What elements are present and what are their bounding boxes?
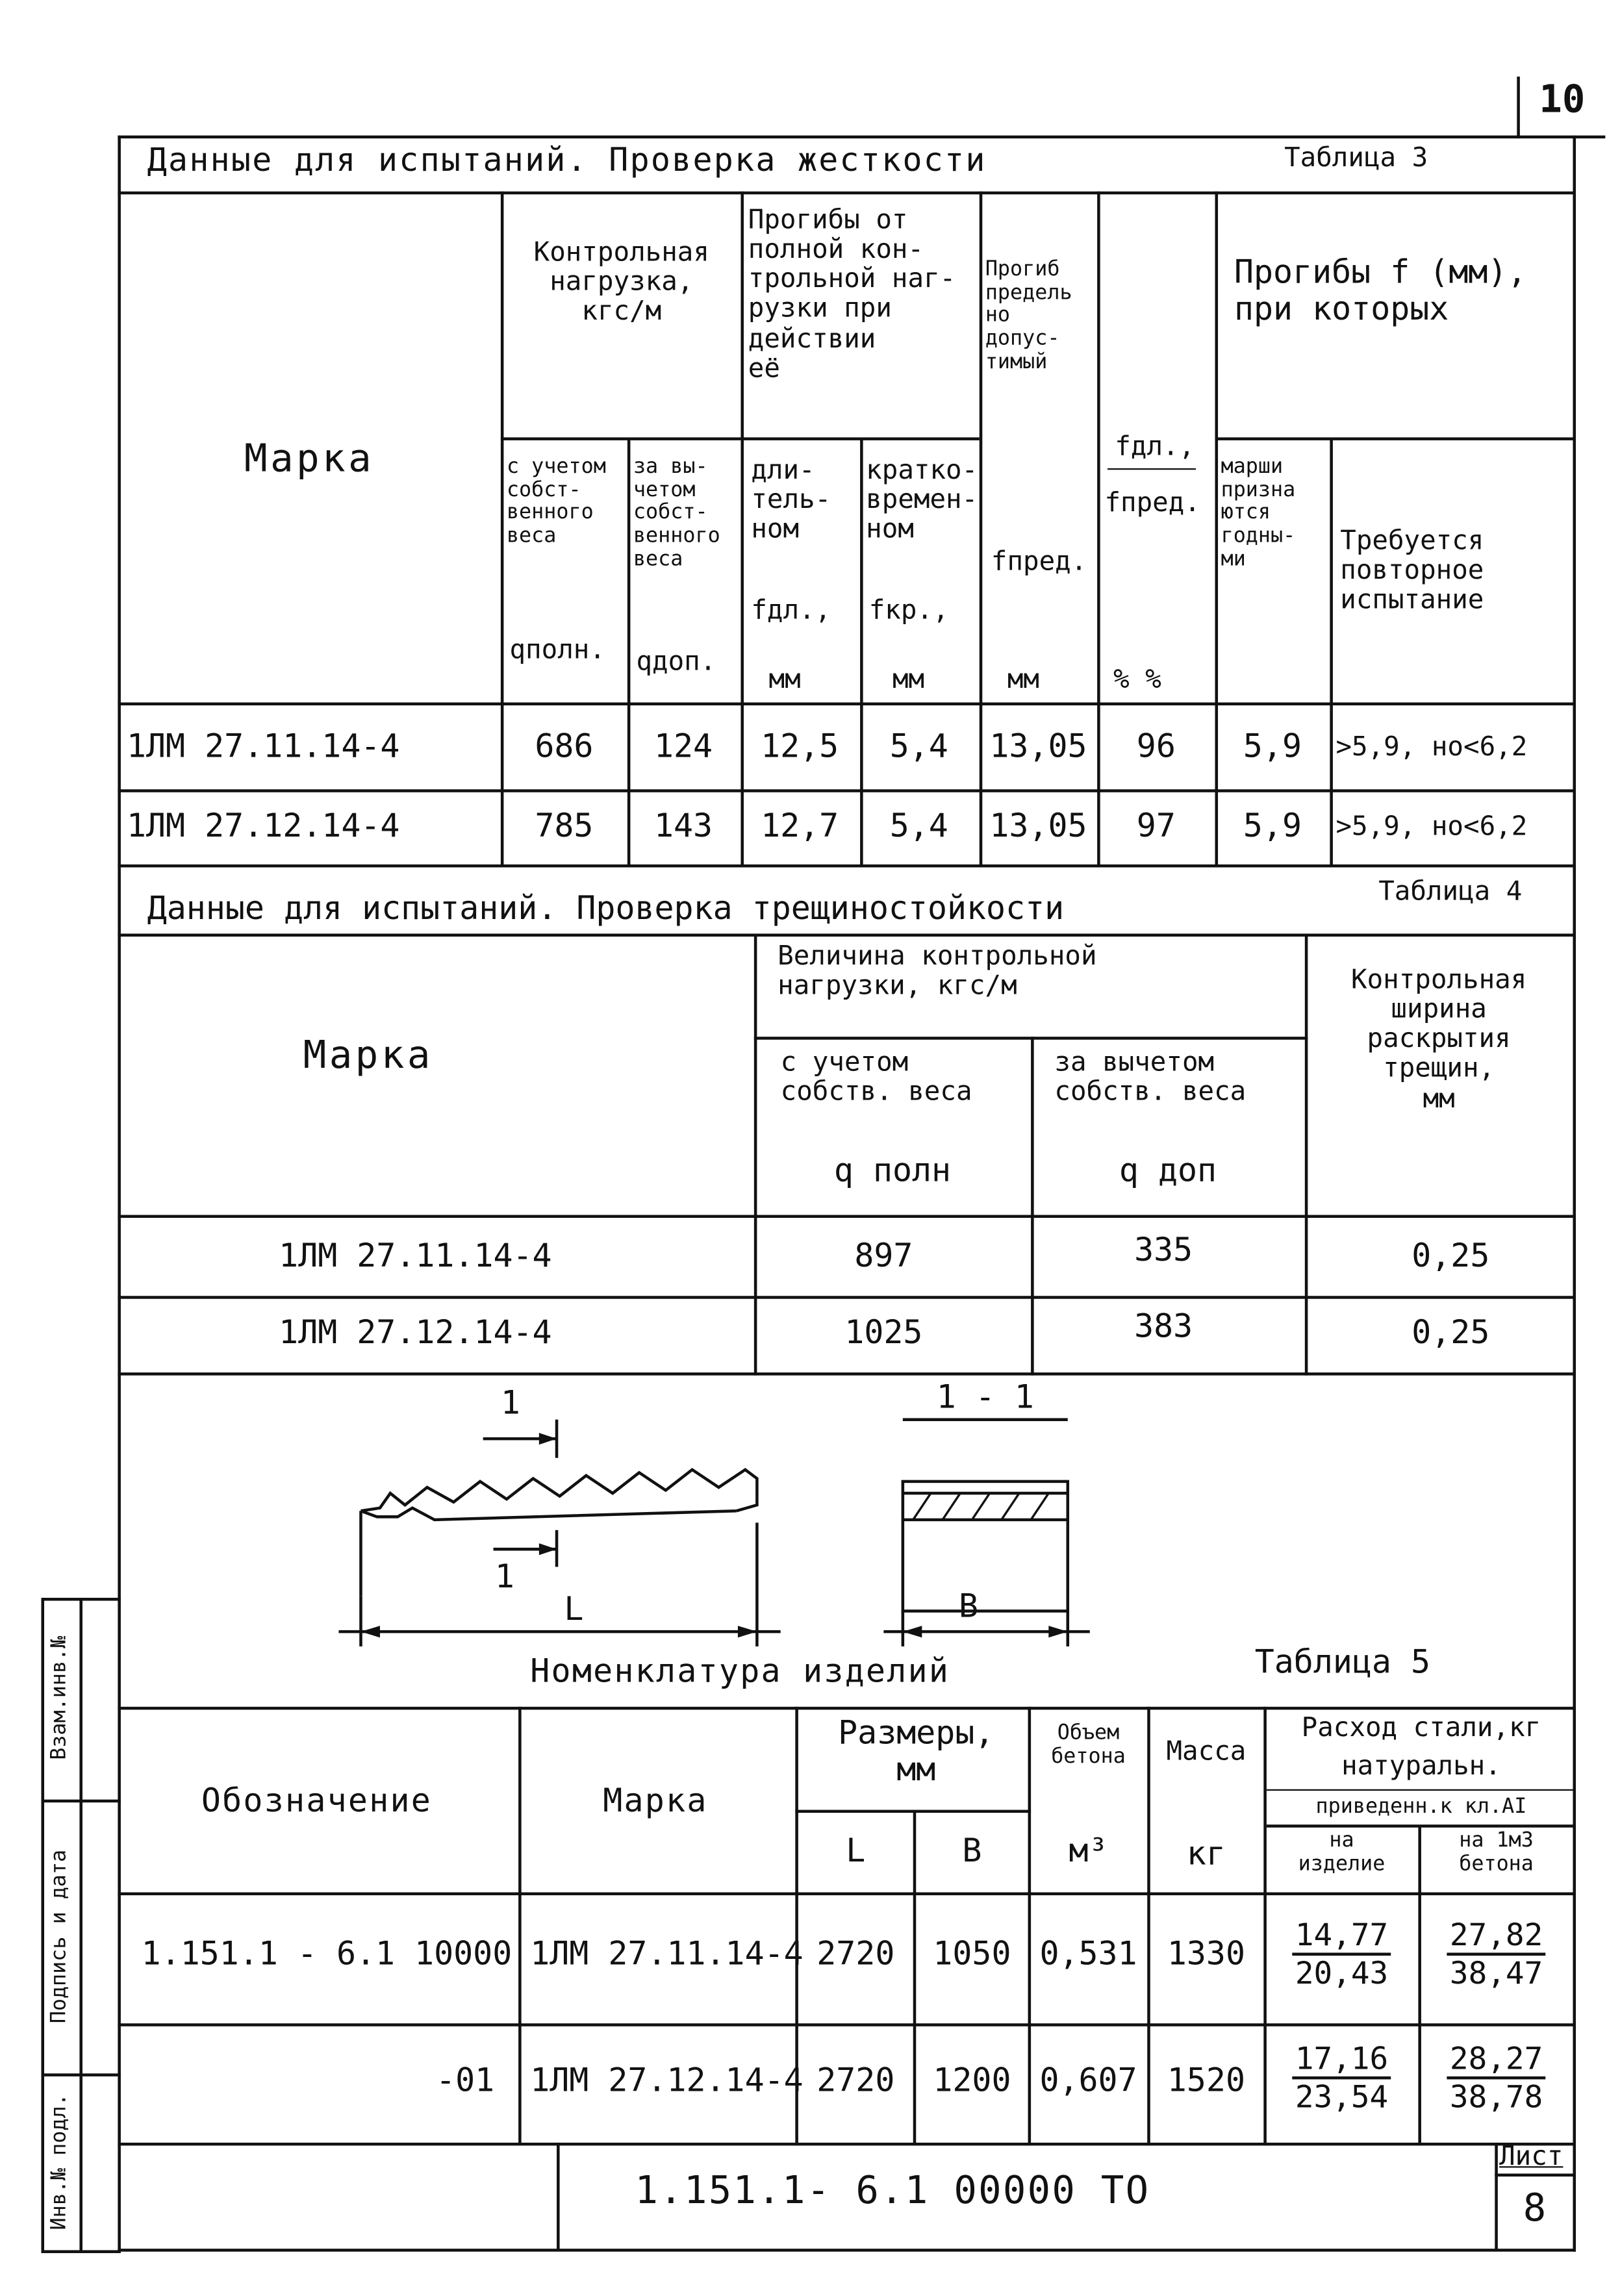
- t5-r1-steel-item-top: 14,77: [1292, 1917, 1391, 1956]
- page-number: 10: [1539, 78, 1586, 123]
- t3-head-long-term: дли- тель- ном: [751, 455, 831, 546]
- t5-head-designation: Обозначение: [201, 1783, 433, 1821]
- t3-r2-ratio: 97: [1136, 808, 1176, 846]
- t3-head-control-load: Контрольная нагрузка, кгс/м: [533, 237, 709, 328]
- t4-r1-q-add: 335: [1134, 1232, 1193, 1270]
- t4-v1: [754, 933, 757, 1375]
- t4-h-row1: [118, 1296, 1576, 1299]
- side-stamp-replaced-inv: Взам.инв.№: [47, 1635, 71, 1760]
- table4-label: Таблица 4: [1378, 876, 1523, 907]
- t5-r2-mark: 1ЛМ 27.12.14-4: [530, 2063, 804, 2100]
- t4-head-mark: Марка: [303, 1033, 433, 1078]
- t4-r2-q-add: 383: [1134, 1309, 1193, 1346]
- t3-head-percent: % %: [1113, 664, 1161, 696]
- t3-v7: [1215, 192, 1219, 866]
- t3-h-row2: [118, 864, 1576, 868]
- t5-h-header-end: [118, 1892, 1576, 1895]
- t4-top-line: [118, 933, 1576, 937]
- t5-r1-mark: 1ЛМ 27.11.14-4: [530, 1936, 804, 1974]
- t3-head-q-add: qдоп.: [636, 646, 716, 677]
- t3-v3: [740, 192, 744, 866]
- t5-v7: [1418, 1826, 1421, 2145]
- t5-top-line: [118, 1707, 1576, 1710]
- t4-r2-mark: 1ЛМ 27.12.14-4: [279, 1315, 552, 1352]
- side-stamp-top: [41, 1598, 120, 1601]
- t3-r1-f-short: 5,4: [889, 729, 948, 766]
- t5-r2-designation: -01: [436, 2063, 495, 2100]
- t5-r2-volume: 0,607: [1039, 2063, 1137, 2100]
- t3-v2: [627, 439, 631, 866]
- t3-v6: [1097, 192, 1100, 866]
- side-stamp-left: [41, 1598, 44, 2253]
- t4-r2-q-full: 1025: [844, 1315, 923, 1352]
- t4-r1-q-full: 897: [854, 1238, 913, 1276]
- title-block-sheet-line: [1495, 2174, 1576, 2177]
- t5-head-L: L: [846, 1833, 866, 1871]
- t5-head-volume: Объем бетона: [1051, 1721, 1126, 1769]
- t5-h-dimensions: [795, 1810, 1031, 1813]
- t4-h-header-end: [118, 1215, 1576, 1218]
- t5-r1-L: 2720: [816, 1936, 895, 1974]
- t5-h-row1: [118, 2023, 1576, 2026]
- t3-head-deflection-full: Прогибы от полной кон- трольной наг- рузки при действии её: [748, 205, 956, 385]
- t3-h-load: [501, 437, 741, 440]
- t3-head-f-short: fкр.,: [868, 594, 949, 626]
- t3-head-ratio-bottom: fпред.: [1104, 487, 1200, 519]
- table3-title: Данные для испытаний. Проверка жесткости: [147, 142, 987, 180]
- t3-r1-q-add: 124: [653, 729, 713, 766]
- t3-head-q-full: qполн.: [509, 635, 605, 666]
- t4-r1-crack-width: 0,25: [1411, 1238, 1490, 1276]
- t3-head-f-long: fдл.,: [751, 594, 831, 626]
- t5-r1-steel-item: [1292, 1917, 1391, 1991]
- t5-head-per-m3: на 1м3 бетона: [1459, 1828, 1534, 1876]
- t3-head-retest: Требуется повторное испытание: [1340, 525, 1484, 616]
- t3-r2-mark: 1ЛМ 27.12.14-4: [126, 808, 400, 846]
- beam-outline: [361, 1470, 757, 1596]
- t3-head-mark: Марка: [244, 437, 375, 482]
- t5-head-B: В: [962, 1833, 982, 1871]
- t5-r2-steel-item-top: 17,16: [1292, 2041, 1391, 2079]
- t5-head-dimensions: Размеры, мм: [838, 1715, 994, 1789]
- t3-v1: [501, 192, 504, 866]
- side-stamp-div2: [41, 2073, 120, 2076]
- t3-head-short-term: кратко- времен- ном: [866, 455, 978, 546]
- t3-r2-q-full: 785: [535, 808, 594, 846]
- side-stamp-inv-original: Инв.№ подл.: [47, 2093, 71, 2230]
- t5-r1-steel-m3-top: 27,82: [1447, 1917, 1545, 1956]
- frame-right: [1573, 136, 1576, 2252]
- t5-head-kg: кг: [1186, 1836, 1226, 1874]
- width-label: В: [959, 1589, 979, 1626]
- t3-head-unit-long: мм: [768, 664, 801, 696]
- t3-v8: [1330, 439, 1333, 866]
- t3-head-ratio-top: fдл.,: [1115, 431, 1195, 462]
- table4-title: Данные для испытаний. Проверка трещиностойкости: [147, 890, 1065, 928]
- t5-r1-designation: 1.151.1 - 6.1 10000: [141, 1936, 513, 1974]
- t5-r2-mass: 1520: [1167, 2063, 1245, 2100]
- t4-head-with-weight: с учетом собств. веса: [780, 1047, 972, 1108]
- t5-head-per-item: на изделие: [1298, 1828, 1386, 1876]
- t5-r1-steel-item-bottom: 20,43: [1295, 1956, 1389, 1991]
- t3-r1-f-limit: 13,05: [989, 729, 1087, 766]
- side-stamp-signature-date: Подпись и дата: [47, 1849, 71, 2024]
- title-block-v1: [557, 2143, 560, 2251]
- t3-h-defl: [740, 437, 979, 440]
- t5-head-mass: Масса: [1166, 1736, 1247, 1767]
- t3-v4: [860, 439, 863, 866]
- t3-r2-q-add: 143: [653, 808, 713, 846]
- t5-head-reduced: приведенн.к кл.АI: [1315, 1795, 1527, 1819]
- t5-r2-B: 1200: [933, 2063, 1011, 2100]
- t5-v1: [518, 1707, 522, 2146]
- beam-drawing: [118, 1376, 1576, 1656]
- t5-v5: [1147, 1707, 1150, 2146]
- t3-r2-retest: >5,9, но<6,2: [1335, 811, 1528, 842]
- t5-r1-B: 1050: [933, 1936, 1011, 1974]
- t3-r1-retest: >5,9, но<6,2: [1335, 731, 1528, 763]
- t5-r2-steel-item-bottom: 23,54: [1295, 2079, 1389, 2115]
- t5-v3: [913, 1811, 917, 2146]
- document-code: 1.151.1- 6.1 00000 ТО: [635, 2169, 1150, 2214]
- t3-v5: [980, 192, 983, 866]
- t3-h-row1: [118, 789, 1576, 792]
- t4-v2: [1031, 1037, 1034, 1375]
- t5-r2-L: 2720: [816, 2063, 895, 2100]
- length-dimension: [338, 1522, 780, 1646]
- section-mark-bottom-label: 1: [494, 1559, 514, 1596]
- table3-top-line: [118, 192, 1576, 195]
- section-title: 1 - 1: [936, 1380, 1034, 1417]
- t3-r2-f-short: 5,4: [889, 808, 948, 846]
- t5-r1-steel-m3-bottom: 38,47: [1449, 1956, 1543, 1991]
- t4-r2-crack-width: 0,25: [1411, 1315, 1490, 1352]
- t3-head-f-limit: fпред.: [991, 546, 1087, 577]
- t4-r1-mark: 1ЛМ 27.11.14-4: [279, 1238, 552, 1276]
- t5-h-row2: [118, 2143, 1576, 2146]
- t5-head-mark: Марка: [603, 1783, 708, 1821]
- t3-r2-f-long: 12,7: [761, 808, 839, 846]
- t3-r2-accepted: 5,9: [1243, 808, 1302, 846]
- table5-label: Таблица 5: [1254, 1645, 1431, 1682]
- t3-r1-f-long: 12,5: [761, 729, 839, 766]
- t5-head-m3: м³: [1069, 1833, 1108, 1871]
- t3-r1-q-full: 686: [535, 729, 594, 766]
- t5-r1-volume: 0,531: [1039, 1936, 1137, 1974]
- frame-top: [118, 136, 1605, 139]
- t3-h-fdefl: [1215, 437, 1576, 440]
- t3-r1-accepted: 5,9: [1243, 729, 1302, 766]
- frame-bottom: [118, 2249, 1576, 2252]
- t3-head-unit-short: мм: [892, 664, 925, 696]
- t3-head-accepted: марши призна ются годны- ми: [1221, 455, 1296, 572]
- t5-h-natural: [1267, 1789, 1576, 1791]
- sheet-number: 8: [1523, 2186, 1547, 2231]
- t3-r1-ratio: 96: [1136, 729, 1176, 766]
- t4-head-control-load: Величина контрольной нагрузки, кгс/м: [778, 940, 1097, 1002]
- t3-head-unit-limit: мм: [1007, 664, 1040, 696]
- t4-head-crack-width: Контрольная ширина раскрытия трещин, мм: [1350, 965, 1527, 1115]
- side-stamp-div1: [41, 1800, 120, 1803]
- t4-head-q-full: q полн: [833, 1153, 952, 1190]
- t5-r1-mass: 1330: [1167, 1936, 1245, 1974]
- t4-head-q-add: q доп: [1119, 1153, 1217, 1190]
- t3-h-header-end: [118, 703, 1576, 706]
- sheet-label: Лист: [1499, 2141, 1563, 2173]
- t4-v3: [1305, 933, 1308, 1375]
- t5-r2-steel-m3-top: 28,27: [1447, 2041, 1545, 2079]
- t4-h-load: [754, 1037, 1308, 1040]
- t5-r2-steel-m3-bottom: 38,78: [1449, 2079, 1543, 2115]
- page-number-divider: [1517, 77, 1520, 138]
- side-stamp-bottom: [41, 2250, 120, 2253]
- t5-head-steel: Расход стали,кг: [1301, 1712, 1541, 1744]
- title-block-v2: [1495, 2143, 1498, 2251]
- t5-h-reduced: [1267, 1824, 1576, 1828]
- t3-head-without-weight: за вы- четом собст- венного веса: [633, 455, 720, 572]
- t5-r2-steel-item: [1292, 2041, 1391, 2115]
- section-mark-top-label: 1: [500, 1385, 520, 1423]
- t5-v4: [1028, 1707, 1031, 2146]
- t3-r1-mark: 1ЛМ 27.11.14-4: [126, 729, 400, 766]
- table3-label: Таблица 3: [1284, 142, 1428, 174]
- t3-r2-f-limit: 13,05: [989, 808, 1087, 846]
- frame-left: [118, 136, 121, 2252]
- t3-head-with-weight: с учетом собст- венного веса: [506, 455, 606, 548]
- t5-r1-steel-m3: [1447, 1917, 1545, 1991]
- side-stamp-mid: [79, 1598, 82, 2253]
- t5-v6: [1263, 1707, 1267, 2146]
- length-label: L: [564, 1591, 584, 1629]
- t3-head-deflection-limit: Прогиб предель но допус- тимый: [985, 257, 1072, 374]
- t4-head-without-weight: за вычетом собств. веса: [1054, 1047, 1247, 1108]
- t5-head-natural: натуральн.: [1341, 1750, 1501, 1782]
- t3-head-deflections-title: Прогибы f (мм), при которых: [1234, 255, 1527, 328]
- t3-ratio-bar: [1107, 468, 1196, 470]
- table5-title: Номенклатура изделий: [530, 1654, 950, 1691]
- t5-r2-steel-m3: [1447, 2041, 1545, 2115]
